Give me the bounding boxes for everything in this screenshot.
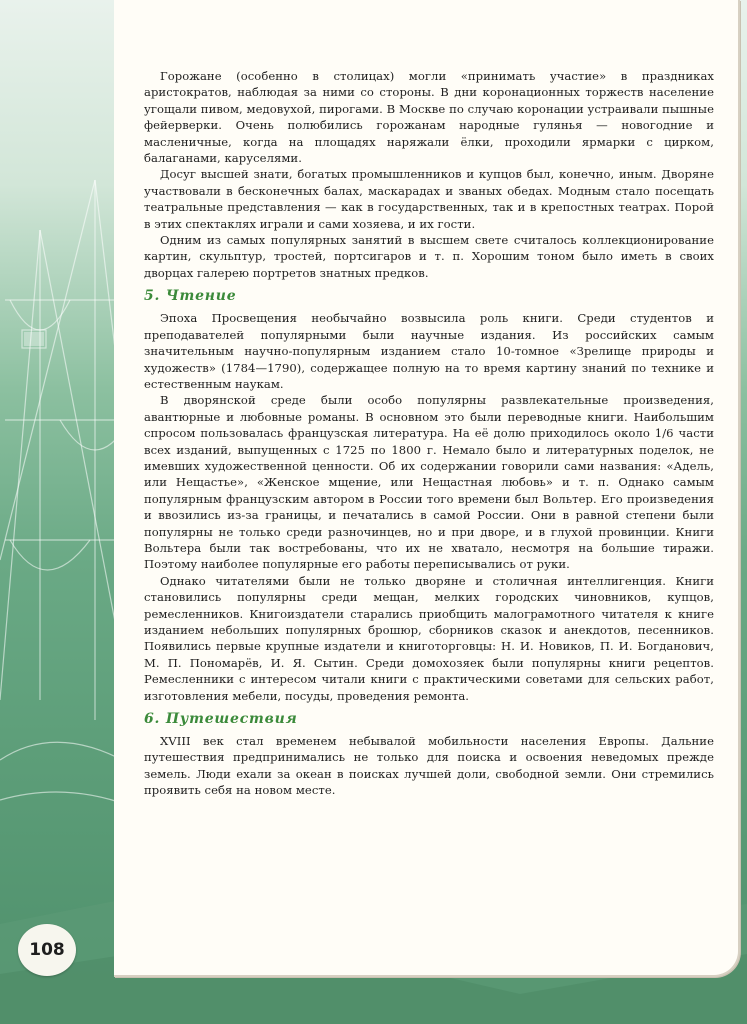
paragraph-reading-3: Однако читателями были не только дворяне и столичная интеллигенция. Книги становились популярны среди мещан, мелких городских чиновников, купцов, ремесленников. Книгоиздатели старались приобщить малограмотного читателя к книге изданием небольших популярных брошюр, сборников сказок и анекдотов, песенников. Появились первые крупные издатели и книготорговцы: Н. И. Новиков, П. И. Богданович, М. П. Пономарёв, И. Я. Сытин. Среди домохозяек были популярны книги рецептов. Ремесленники с интересом читали книги с практическими советами для сельских работ, изготовления мебели, посуды, проведения ремонта.	[144, 573, 714, 703]
paragraph-intro-1: Горожане (особенно в столицах) могли «принимать участие» в праздниках аристократов, наблюдая за ними со стороны. В дни коронационных торжеств население угощали пивом, медовухой, пирогами. В Москве по случаю коронации устраивали пышные фейерверки. Очень полюбились горожанам народные гулянья — новогодние и масленичные, когда на площадях наряжали ёлки, проходили ярмарки с цирком, балаганами, каруселями.	[144, 69, 714, 166]
paragraph-reading-1: Эпоха Просвещения необычайно возвысила роль книги. Среди студентов и преподавателей популярными были научные издания. Из российских самым значительным научно-популярным изданием стало 10-томное «Зрелище природы и художеств» (1784—1790), содержащее полную на то время картину знаний по технике и естественным наукам.	[144, 311, 714, 391]
page-number: 108	[18, 924, 76, 976]
paragraph-intro-2: Досуг высшей знати, богатых промышленников и купцов был, конечно, иным. Дворяне участвовали в бесконечных балах, маскарадах и званых обедах. Модным стало посещать театральные представления — как в государственных, так и в крепостных театрах. Порой в этих спектаклях играли и сами хозяева, и их гости.	[144, 167, 714, 231]
section-heading-reading: 5. Чтение	[144, 288, 237, 305]
paragraph-travel-1: XVIII век стал временем небывалой мобильности населения Европы. Дальние путешествия предпринимались не только для поиска и освоения неведомых прежде земель. Люди ехали за океан в поисках лучшей доли, свободной земли. Они стремились проявить себя на новом месте.	[144, 734, 714, 798]
paragraph-reading-2: В дворянской среде были особо популярны развлекательные произведения, авантюрные и любовные романы. В основном это были переводные книги. Наибольшим спросом пользовалась французская литература. На её долю приходилось около 1/6 части всех изданий, выпущенных с 1725 по 1800 г. Немало было и литературных поделок, не имевших художественной ценности. Об их содержании говорили сами названия: «Адель, или Нещастье», «Женское мщение, или Нещастная любовь» и т. п. Однако самым популярным французским автором в России того времени был Вольтер. Его произведения и ввозились из-за границы, и печатались в самой России. Они в равной степени были популярны не только среди разночинцев, но и при дворе, и в глухой провинции. Книги Вольтера были так востребованы, что их не хватало, несмотря на большие тиражи. Поэтому наиболее популярные его работы переписывались от руки.	[144, 393, 714, 572]
paragraph-intro-3: Одним из самых популярных занятий в высшем свете считалось коллекционирование картин, скульптур, тростей, портсигаров и т. п. Хорошим тоном было иметь в своих дворцах галерею портретов знатных предков.	[144, 233, 714, 280]
section-heading-travel: 6. Путешествия	[144, 711, 298, 728]
page-content	[144, 68, 714, 799]
